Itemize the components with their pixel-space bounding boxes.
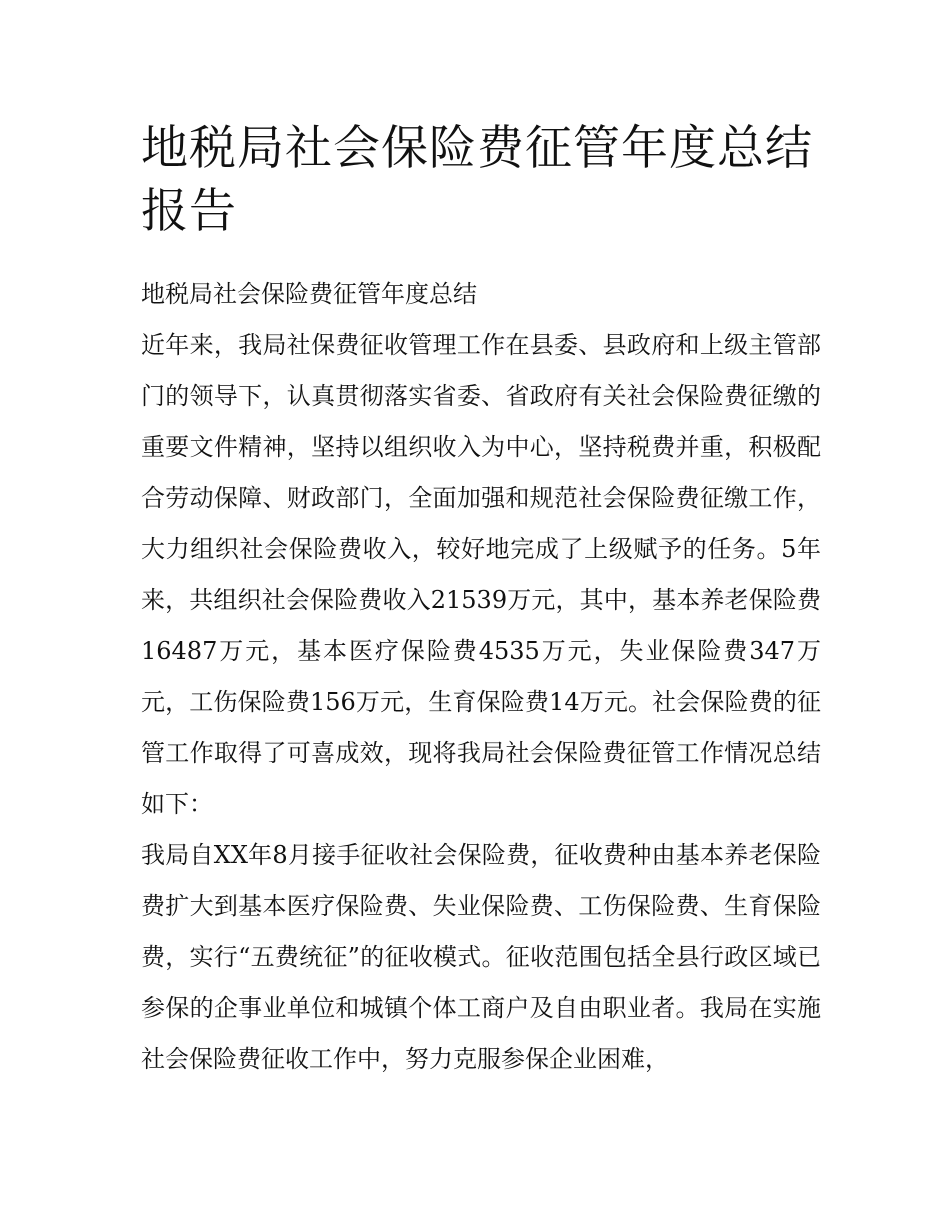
document-body	[141, 117, 821, 1085]
document-title: 地税局社会保险费征管年度总结报告	[141, 121, 813, 239]
paragraph-intro: 近年来，我局社保费征收管理工作在县委、县政府和上级主管部门的领导下，认真贯彻落实省委、省政府有关社会保险费征缴的重要文件精神，坚持以组织收入为中心，坚持税费并重，积极配合劳动保障、财政部门，全面加强和规范社会保险费征缴工作，大力组织社会保险费收入，较好地完成了上级赋予的任务。5年来，共组织社会保险费收入21539万元，其中，基本养老保险费16487万元，基本医疗保险费4535万元，失业保险费347万元，工伤保险费156万元，生育保险费14万元。社会保险费的征管工作取得了可喜成效，现将我局社会保险费征管工作情况总结如下：	[141, 331, 821, 818]
paragraph-collection-scope: 我局自XX年8月接手征收社会保险费，征收费种由基本养老保险费扩大到基本医疗保险费、失业保险费、工伤保险费、生育保险费，实行“五费统征”的征收模式。征收范围包括全县行政区域已参保的企事业单位和城镇个体工商户及自由职业者。我局在实施社会保险费征收工作中，努力克服参保企业困难，	[141, 841, 821, 1073]
document-subtitle: 地税局社会保险费征管年度总结	[141, 280, 477, 308]
